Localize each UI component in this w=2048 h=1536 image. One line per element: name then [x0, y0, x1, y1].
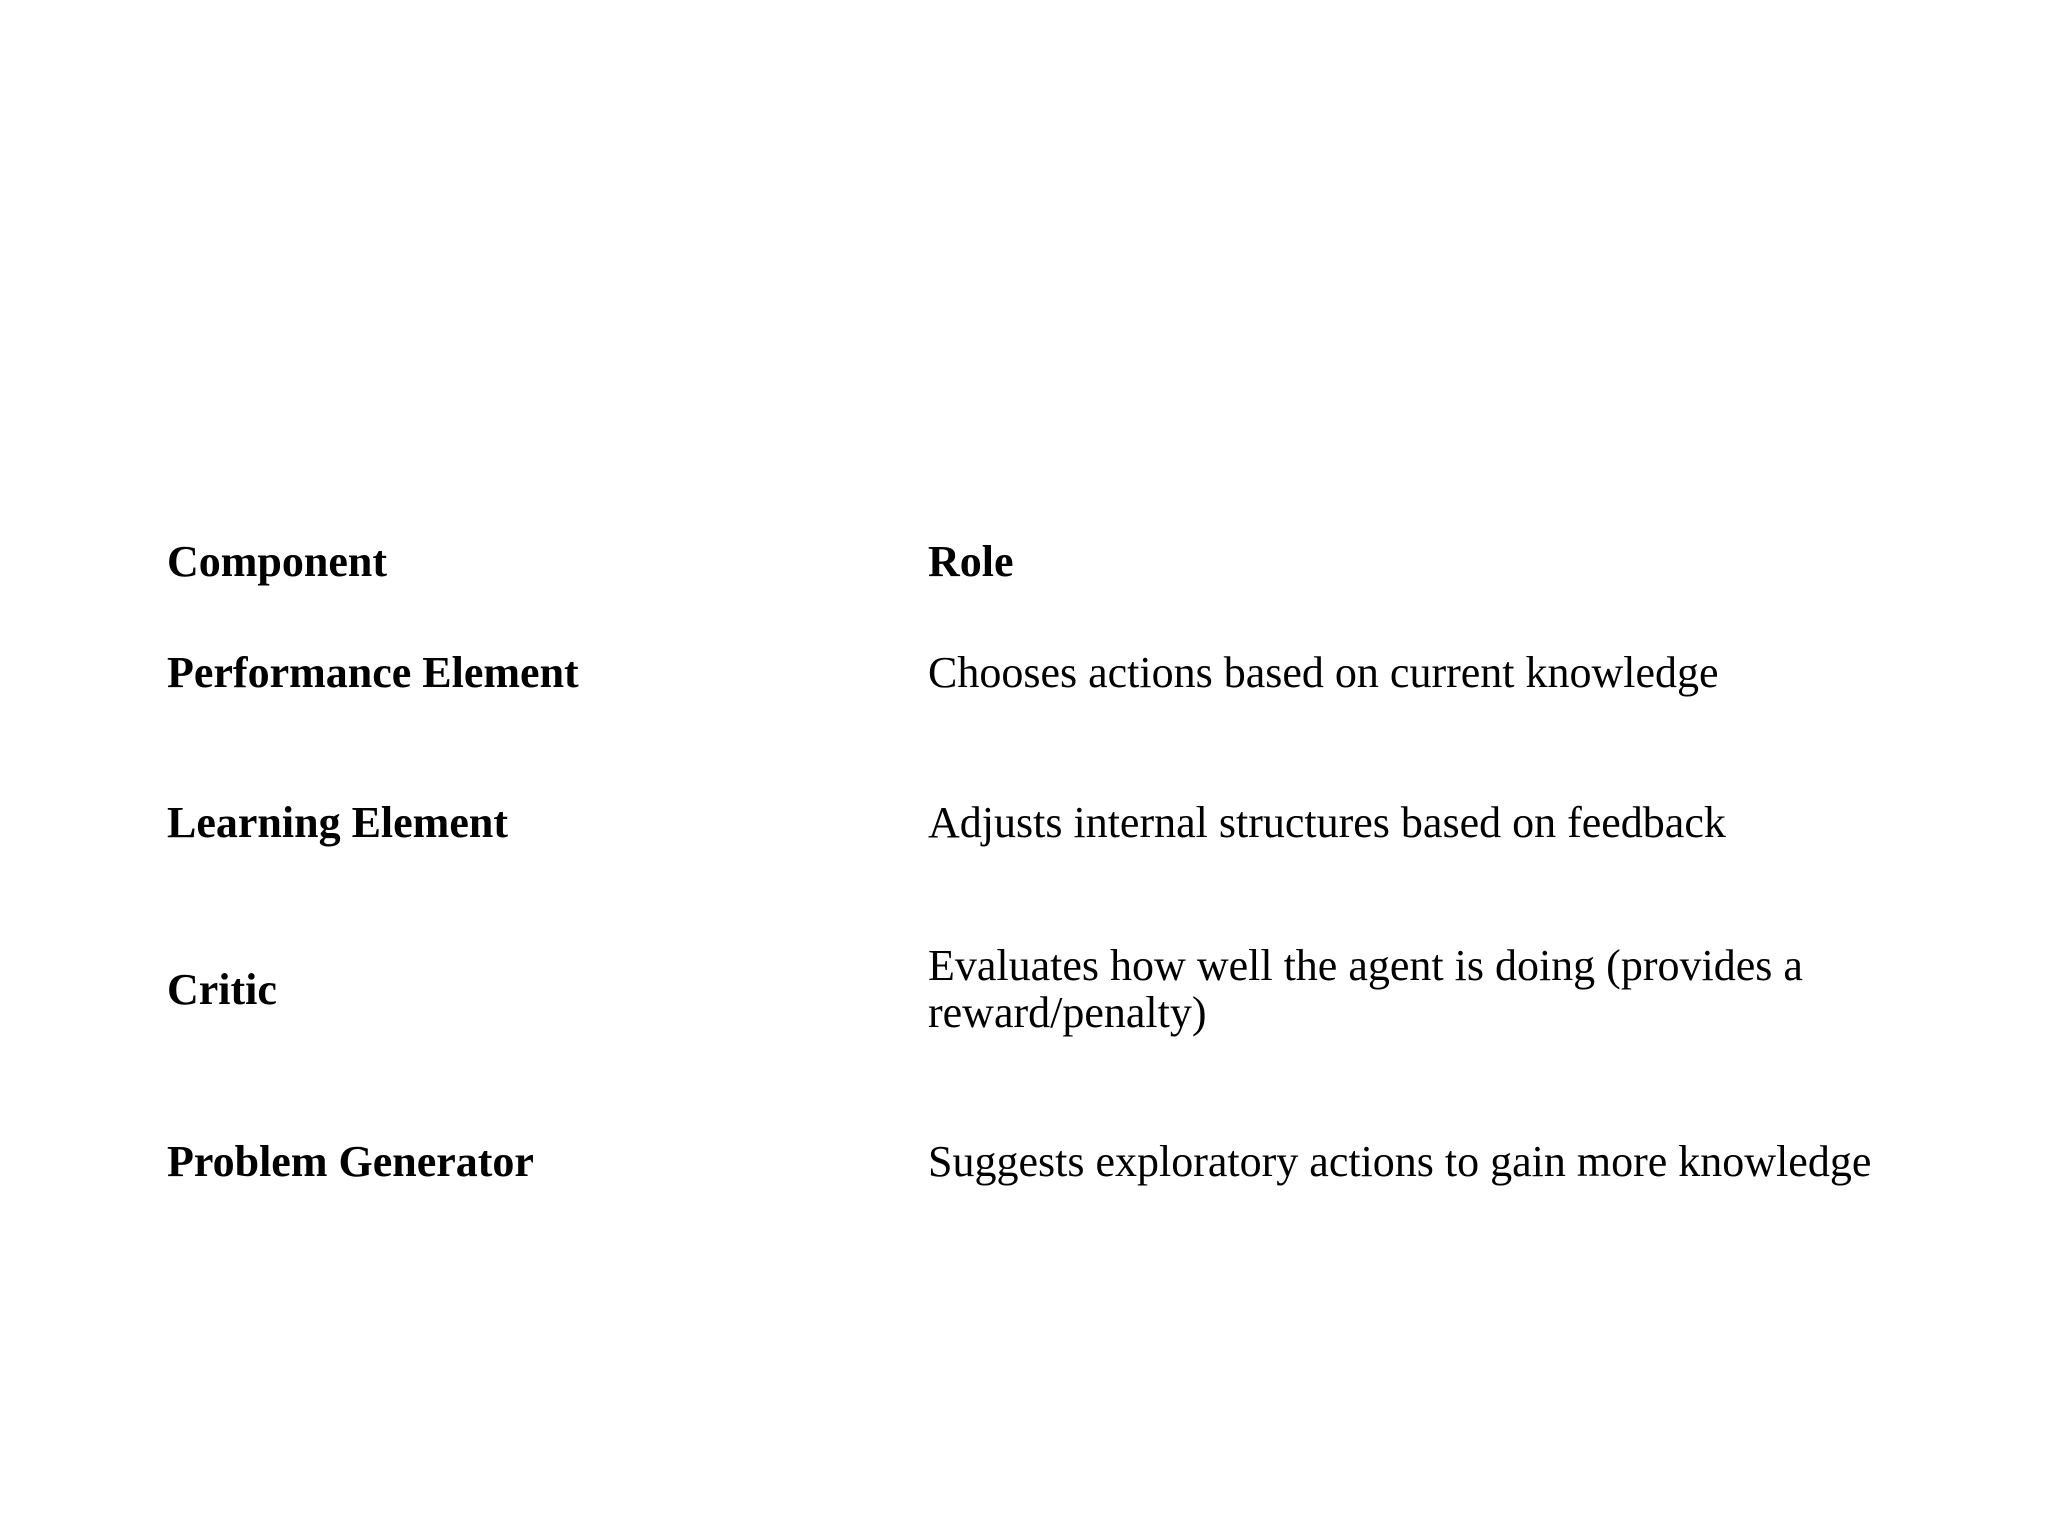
table-row [167, 902, 1927, 1076]
role-cell: Chooses actions based on current knowledge [928, 647, 1719, 697]
table-row [167, 1076, 1927, 1246]
table-row [167, 602, 1927, 742]
header-role: Role [928, 536, 1014, 586]
role-cell: Suggests exploratory actions to gain more knowledge [928, 1136, 1872, 1186]
table-row [167, 742, 1927, 902]
header-component: Component [167, 536, 388, 586]
components-table [167, 520, 1927, 1246]
component-cell: Performance Element [167, 647, 579, 697]
table-header-row [167, 520, 1927, 602]
role-cell: Adjusts internal structures based on feedback [928, 797, 1726, 847]
component-cell: Problem Generator [167, 1136, 534, 1186]
role-cell: Evaluates how well the agent is doing (provides a reward/penalty) [928, 941, 1803, 1037]
component-cell: Critic [167, 964, 277, 1014]
component-cell: Learning Element [167, 797, 508, 847]
